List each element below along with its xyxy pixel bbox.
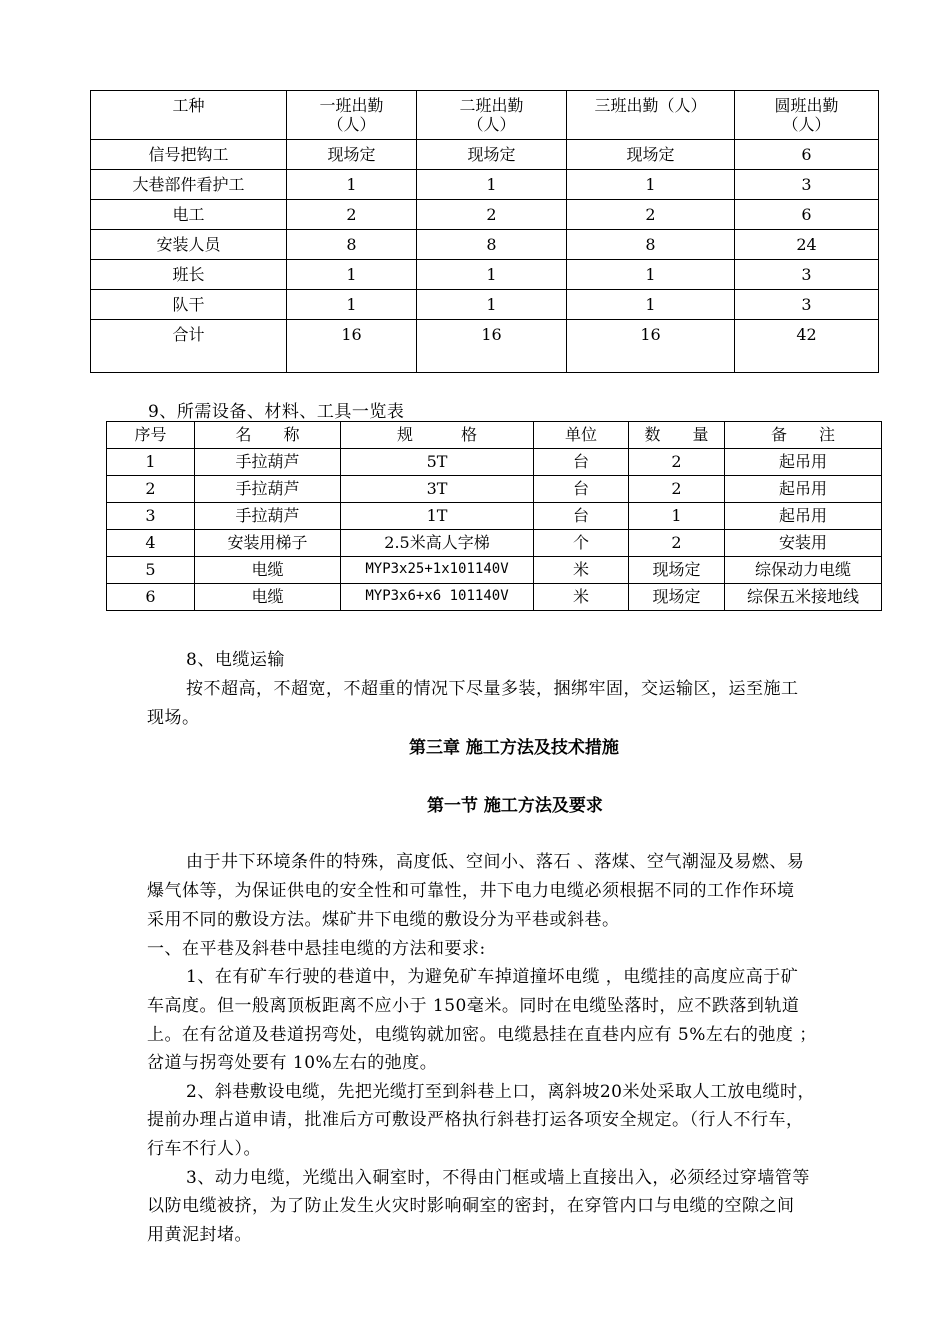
table-cell: 3 (735, 290, 879, 320)
table-cell: 班长 (91, 260, 287, 290)
table-row (91, 170, 879, 200)
table-cell: 3 (735, 260, 879, 290)
header-cell: 单位 (534, 422, 629, 449)
table-cell: 3 (107, 503, 195, 530)
table-cell: 台 (534, 476, 629, 503)
header-cell: 名 称 (195, 422, 341, 449)
table-cell: 8 (567, 230, 735, 260)
table-cell: 现场定 (417, 140, 567, 170)
equipment-table (106, 421, 882, 611)
header-cell: 序号 (107, 422, 195, 449)
table-row (91, 260, 879, 290)
table-row (107, 584, 882, 611)
paragraph-line: 爆气体等，为保证供电的安全性和可靠性，井下电力电缆必须根据不同的工作作环境 (147, 881, 795, 901)
table-row (91, 200, 879, 230)
table-cell: 8 (287, 230, 417, 260)
table-cell: 综保五米接地线 (725, 584, 882, 611)
staffing-table (90, 90, 879, 373)
table-cell: 2 (287, 200, 417, 230)
table-header-row (91, 91, 879, 140)
table-cell: 2 (629, 449, 725, 476)
header-cell: 圆班出勤 （人） (735, 91, 879, 140)
paragraph-line: 1、在有矿车行驶的巷道中，为避免矿车掉道撞坏电缆 ，电缆挂的高度应高于矿 (186, 967, 799, 987)
paragraph-line: 用黄泥封堵。 (147, 1225, 252, 1245)
table-cell: 1 (417, 170, 567, 200)
table-cell: 4 (107, 530, 195, 557)
table-cell: 手拉葫芦 (195, 449, 341, 476)
table-cell: 现场定 (629, 584, 725, 611)
table-cell: 现场定 (567, 140, 735, 170)
table-cell: 42 (735, 320, 879, 373)
table-cell: 1 (417, 290, 567, 320)
paragraph-line: 3、动力电缆，光缆出入硐室时，不得由门框或墙上直接出入，必须经过穿墙管等 (186, 1168, 810, 1188)
table-cell: 个 (534, 530, 629, 557)
table-cell: 台 (534, 503, 629, 530)
paragraph-line: 采用不同的敷设方法。煤矿井下电缆的敷设分为平巷或斜巷。 (147, 910, 620, 930)
table-cell: 6 (735, 140, 879, 170)
table-cell: 1 (287, 260, 417, 290)
table-cell: 2 (567, 200, 735, 230)
table-cell: 2 (629, 530, 725, 557)
table-cell: 电工 (91, 200, 287, 230)
table-row-total (91, 320, 879, 373)
table-cell: 手拉葫芦 (195, 503, 341, 530)
header-cell: 三班出勤（人） (567, 91, 735, 140)
transport-title: 8、电缆运输 (186, 650, 285, 670)
table-cell: 队干 (91, 290, 287, 320)
table-cell: 1 (567, 170, 735, 200)
table-cell: 米 (534, 584, 629, 611)
table-cell: 现场定 (287, 140, 417, 170)
table-cell: 米 (534, 557, 629, 584)
table-row (91, 230, 879, 260)
table-cell: 5 (107, 557, 195, 584)
header-cell: 规 格 (341, 422, 534, 449)
table-cell: 综保动力电缆 (725, 557, 882, 584)
table-cell: 1 (417, 260, 567, 290)
table-row (107, 503, 882, 530)
paragraph-line: 行车不行人）。 (147, 1139, 261, 1159)
table-cell: 安装用梯子 (195, 530, 341, 557)
table-cell: 2 (417, 200, 567, 230)
paragraph-line: 一、在平巷及斜巷中悬挂电缆的方法和要求: (147, 939, 486, 959)
table-header-row (107, 422, 882, 449)
table-cell: 1 (287, 290, 417, 320)
header-cell: 备 注 (725, 422, 882, 449)
table-cell: 合计 (91, 320, 287, 373)
header-cell: 一班出勤 （人） (287, 91, 417, 140)
table-cell: MYP3x6+x6 101140V (341, 584, 534, 611)
table-cell: 1 (629, 503, 725, 530)
table-row (107, 449, 882, 476)
table-cell: 24 (735, 230, 879, 260)
table-cell: MYP3x25+1x101140V (341, 557, 534, 584)
table-cell: 起吊用 (725, 503, 882, 530)
table-row (107, 476, 882, 503)
table-cell: 2 (107, 476, 195, 503)
header-cell: 数 量 (629, 422, 725, 449)
table-cell: 1T (341, 503, 534, 530)
table-cell: 6 (107, 584, 195, 611)
table-cell: 台 (534, 449, 629, 476)
paragraph-line: 现场。 (147, 708, 200, 728)
table-cell: 2.5米高人字梯 (341, 530, 534, 557)
table-cell: 手拉葫芦 (195, 476, 341, 503)
table-cell: 大巷部件看护工 (91, 170, 287, 200)
section-title: 第一节 施工方法及要求 (427, 796, 603, 816)
table-cell: 起吊用 (725, 449, 882, 476)
paragraph-line: 2、斜巷敷设电缆，先把光缆打至到斜巷上口，离斜坡20米处采取人工放电缆时， (186, 1082, 815, 1102)
table-cell: 6 (735, 200, 879, 230)
paragraph-line: 由于井下环境条件的特殊，高度低、空间小、落石 、落煤、空气潮湿及易燃、易 (186, 852, 805, 872)
table-cell: 16 (567, 320, 735, 373)
table-cell: 安装用 (725, 530, 882, 557)
table-cell: 16 (417, 320, 567, 373)
table-cell: 起吊用 (725, 476, 882, 503)
chapter-title: 第三章 施工方法及技术措施 (409, 738, 619, 758)
table-cell: 1 (567, 260, 735, 290)
table-cell: 3T (341, 476, 534, 503)
paragraph-line: 提前办理占道申请，批准后方可敷设严格执行斜巷打运各项安全规定。（行人不行车， (147, 1110, 804, 1130)
table-cell: 电缆 (195, 557, 341, 584)
table-cell: 电缆 (195, 584, 341, 611)
table-cell: 5T (341, 449, 534, 476)
table-cell: 1 (287, 170, 417, 200)
table-cell: 3 (735, 170, 879, 200)
table-row (107, 530, 882, 557)
table-cell: 安装人员 (91, 230, 287, 260)
table-cell: 现场定 (629, 557, 725, 584)
table-row (91, 290, 879, 320)
table-cell: 1 (107, 449, 195, 476)
header-cell: 工种 (91, 91, 287, 140)
paragraph-line: 车高度。但一般离顶板距离不应小于 150毫米。同时在电缆坠落时，应不跌落到轨道 (147, 996, 800, 1016)
paragraph-line: 上。在有岔道及巷道拐弯处，电缆钩就加密。电缆悬挂在直巷内应有 5%左右的弛度 ； (147, 1025, 817, 1045)
table-row (91, 140, 879, 170)
table-cell: 信号把钩工 (91, 140, 287, 170)
table-cell: 2 (629, 476, 725, 503)
paragraph-line: 按不超高，不超宽，不超重的情况下尽量多装，捆绑牢固，交运输区，运至施工 (186, 679, 799, 699)
paragraph-line: 岔道与拐弯处要有 10%左右的弛度。 (147, 1053, 438, 1073)
header-cell: 二班出勤 （人） (417, 91, 567, 140)
table-cell: 1 (567, 290, 735, 320)
paragraph-line: 以防电缆被挤，为了防止发生火灾时影响硐室的密封，在穿管内口与电缆的空隙之间 (147, 1196, 795, 1216)
equipment-section-title: 9、所需设备、材料、工具一览表 (148, 402, 405, 422)
table-cell: 16 (287, 320, 417, 373)
table-row (107, 557, 882, 584)
table-cell: 8 (417, 230, 567, 260)
